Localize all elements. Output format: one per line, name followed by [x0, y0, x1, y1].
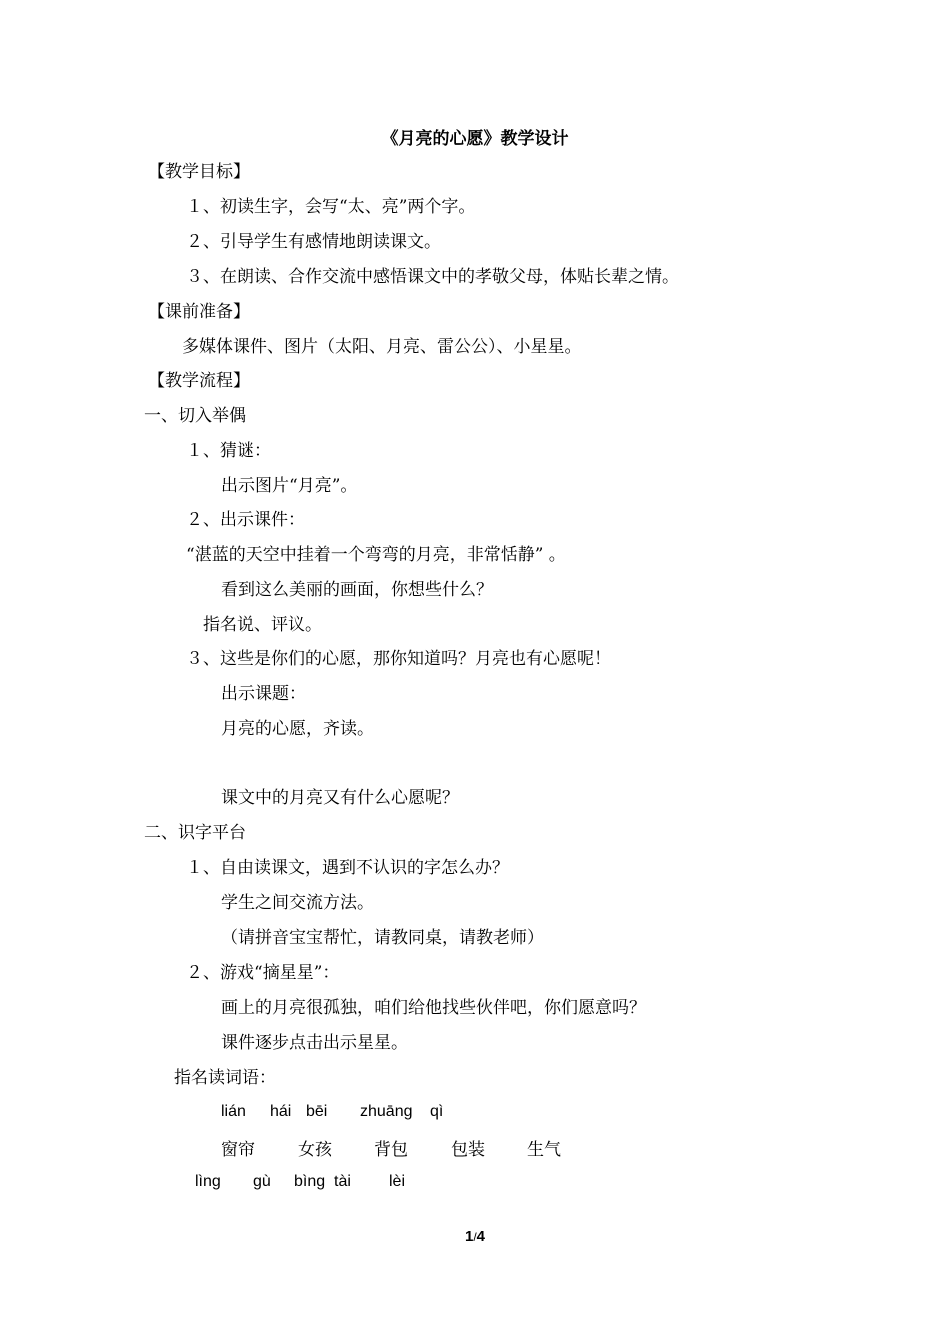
step-1-2: ２、出示课件： [186, 510, 305, 530]
step-1-2-question: 看到这么美丽的画面，你想些什么？ [221, 580, 493, 600]
section-heading-process: 【教学流程】 [148, 371, 250, 391]
word-nvhai: 女孩 [298, 1140, 332, 1160]
part-heading-1: 一、切入举偶 [144, 406, 246, 426]
part-heading-2: 二、识字平台 [144, 823, 246, 843]
step-2-1-note: （请拼音宝宝帮忙，请教同桌，请教老师） [221, 928, 544, 948]
pinyin-bei: bēi [306, 1103, 328, 1120]
transition-question: 课文中的月亮又有什么心愿呢？ [221, 788, 459, 808]
pinyin-gu: gù [253, 1173, 271, 1190]
section-heading-goals: 【教学目标】 [148, 162, 250, 182]
pinyin-lian: lián [221, 1103, 246, 1120]
word-reading-label: 指名读词语： [174, 1068, 276, 1088]
step-2-2-action: 课件逐步点击出示星星。 [221, 1033, 408, 1053]
word-chuanglian: 窗帘 [221, 1140, 255, 1160]
step-1-1-detail: 出示图片“月亮”。 [221, 476, 358, 496]
pinyin-ling: lìng [195, 1173, 221, 1190]
word-baozhuang: 包装 [451, 1140, 485, 1160]
pinyin-bing: bìng [294, 1173, 326, 1190]
page-total: 4 [476, 1228, 486, 1245]
goal-item-3: ３、在朗读、合作交流中感悟课文中的孝敬父母，体贴长辈之情。 [186, 267, 679, 287]
goal-item-2: ２、引导学生有感情地朗读课文。 [186, 232, 441, 252]
pinyin-lei: lèi [389, 1173, 406, 1190]
pinyin-tai: tài [334, 1173, 351, 1190]
step-1-3: ３、这些是你们的心愿，那你知道吗？月亮也有心愿呢！ [186, 649, 611, 669]
document-title: 《月亮的心愿》教学设计 [381, 129, 569, 149]
page-number: 1/4 [464, 1228, 486, 1245]
word-shengqi: 生气 [527, 1140, 561, 1160]
pinyin-qi: qì [430, 1103, 444, 1120]
pinyin-hai: hái [270, 1103, 292, 1120]
step-2-1-detail: 学生之间交流方法。 [221, 893, 374, 913]
step-1-3-reading: 月亮的心愿，齐读。 [221, 719, 374, 739]
page-current: 1 [464, 1228, 474, 1245]
goal-item-1: １、初读生字，会写“太、亮”两个字。 [186, 197, 476, 217]
step-1-1: １、猜谜： [186, 441, 271, 461]
preparation-text: 多媒体课件、图片（太阳、月亮、雷公公）、小星星。 [182, 337, 582, 357]
word-beibao: 背包 [374, 1140, 408, 1160]
pinyin-zhuang: zhuāng [360, 1103, 413, 1120]
step-2-1: １、自由读课文，遇到不认识的字怎么办？ [186, 858, 509, 878]
step-2-2: ２、游戏“摘星星”： [186, 963, 340, 983]
section-heading-preparation: 【课前准备】 [148, 302, 250, 322]
step-2-2-detail: 画上的月亮很孤独，咱们给他找些伙伴吧，你们愿意吗？ [221, 998, 646, 1018]
courseware-quote: “湛蓝的天空中挂着一个弯弯的月亮，非常恬静” 。 [186, 545, 566, 565]
step-1-3-detail: 出示课题： [221, 684, 306, 704]
step-1-2-activity: 指名说、评议。 [203, 615, 322, 635]
